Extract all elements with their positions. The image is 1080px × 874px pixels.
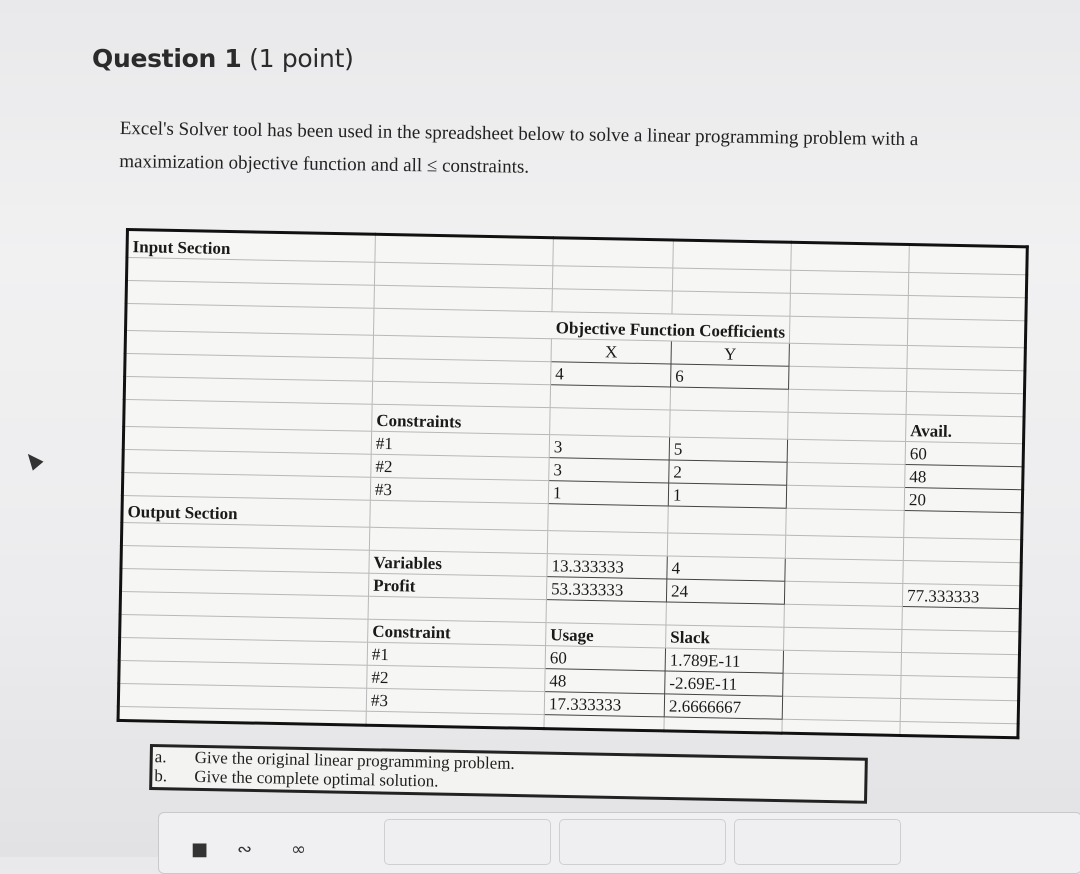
constraint-name: #1 [371,431,549,457]
instruction-a-label: a. [154,747,167,767]
variable-y-value: 4 [667,556,785,581]
coefficient-x: 4 [551,362,671,387]
avail-label: Avail. [906,415,1024,444]
constraint-avail: 48 [905,465,1023,490]
constraint-coef-y: 5 [669,437,787,462]
slack-label: Slack [666,625,784,650]
usage-value: 60 [545,646,665,671]
question-number: Question 1 [92,44,242,73]
editor-toolbar-group[interactable] [384,819,551,865]
spreadsheet-grid [117,228,1029,739]
constraint-avail: 60 [905,442,1023,467]
instruction-a-text: Give the original linear programming problem. [194,747,515,774]
variable-x-value: 13.333333 [547,554,667,579]
question-text-line-1: Excel's Solver tool has been used in the spreadsheet below to solve a linear programming problem with a [119,117,919,151]
editor-toolbar-group[interactable] [559,819,726,865]
constraint-name: #3 [370,477,548,503]
variables-label: Variables [369,550,547,576]
constraint-coef-x: 1 [548,481,668,506]
slack-value: 2.6666667 [664,694,782,719]
coefficient-y: 6 [671,364,789,389]
instruction-b-text: Give the complete optimal solution. [194,766,439,791]
output-constraint-name: #2 [367,665,545,691]
profit-y: 24 [666,579,784,604]
constraint-coef-y: 2 [669,460,787,485]
usage-value: 48 [545,669,665,694]
answer-editor[interactable] [158,812,1080,874]
usage-value: 17.333333 [544,692,664,717]
profit-total: 77.333333 [902,583,1020,608]
constraints-label: Constraints [372,404,550,434]
profit-x: 53.333333 [546,577,666,602]
variable-x-label: X [551,339,671,364]
instruction-b-label: b. [154,766,168,786]
output-section-label: Output Section [122,495,370,527]
mouse-cursor-icon [22,449,43,470]
editor-toolbar-group[interactable] [734,819,901,865]
constraint-avail: 20 [904,487,1022,512]
constraint-coef-y: 1 [668,483,786,508]
slack-value: -2.69E-11 [665,671,783,696]
slack-value: 1.789E-11 [665,648,783,673]
output-constraint-name: #1 [367,642,545,668]
question-title [92,44,354,73]
profit-label: Profit [368,573,546,599]
objective-header: Objective Function Coefficients [373,308,789,343]
constraint-coef-x: 3 [549,435,669,460]
answer-instructions-box [149,744,868,804]
usage-label: Usage [546,623,666,648]
special-char-icon[interactable]: ∾ [237,839,253,860]
format-icon[interactable]: ■ [191,839,209,860]
variable-y-label: Y [671,341,789,366]
constraint-coef-x: 3 [549,458,669,483]
question-text [119,112,1040,191]
spreadsheet-image [117,228,1029,739]
constraint-label: Constraint [368,619,546,645]
question-points: (1 point) [249,44,354,73]
output-constraint-name: #3 [366,688,544,714]
constraint-name: #2 [371,454,549,480]
input-section-label: Input Section [127,230,375,263]
question-text-line-2: maximization objective function and all ≤ constraints. [119,150,530,178]
link-icon[interactable]: ∞ [291,839,306,860]
